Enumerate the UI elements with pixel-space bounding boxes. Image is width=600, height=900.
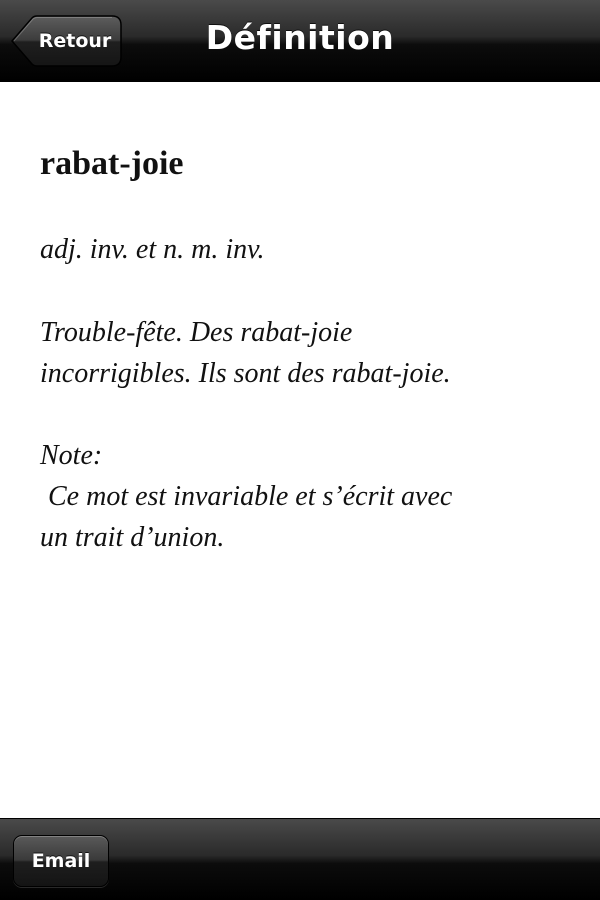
back-button-label: Retour [38,30,112,52]
usage-note [40,435,560,558]
email-button[interactable]: Email [13,835,109,887]
note-line: Ce mot est invariable et s’écrit avec [48,481,453,512]
page-title: Définition [205,18,395,57]
headword: rabat-joie [40,145,184,182]
definition-line: Trouble-fête. Des rabat-joie [40,317,353,348]
navigation-bar [0,0,600,82]
bottom-toolbar [0,818,600,900]
definition-line: incorrigibles. Ils sont des rabat-joie. [40,358,451,389]
definition-text [40,312,560,394]
grammar-category: adj. inv. et n. m. inv. [40,234,265,265]
note-label: Note: [40,440,103,471]
note-line: un trait d’union. [40,522,225,553]
